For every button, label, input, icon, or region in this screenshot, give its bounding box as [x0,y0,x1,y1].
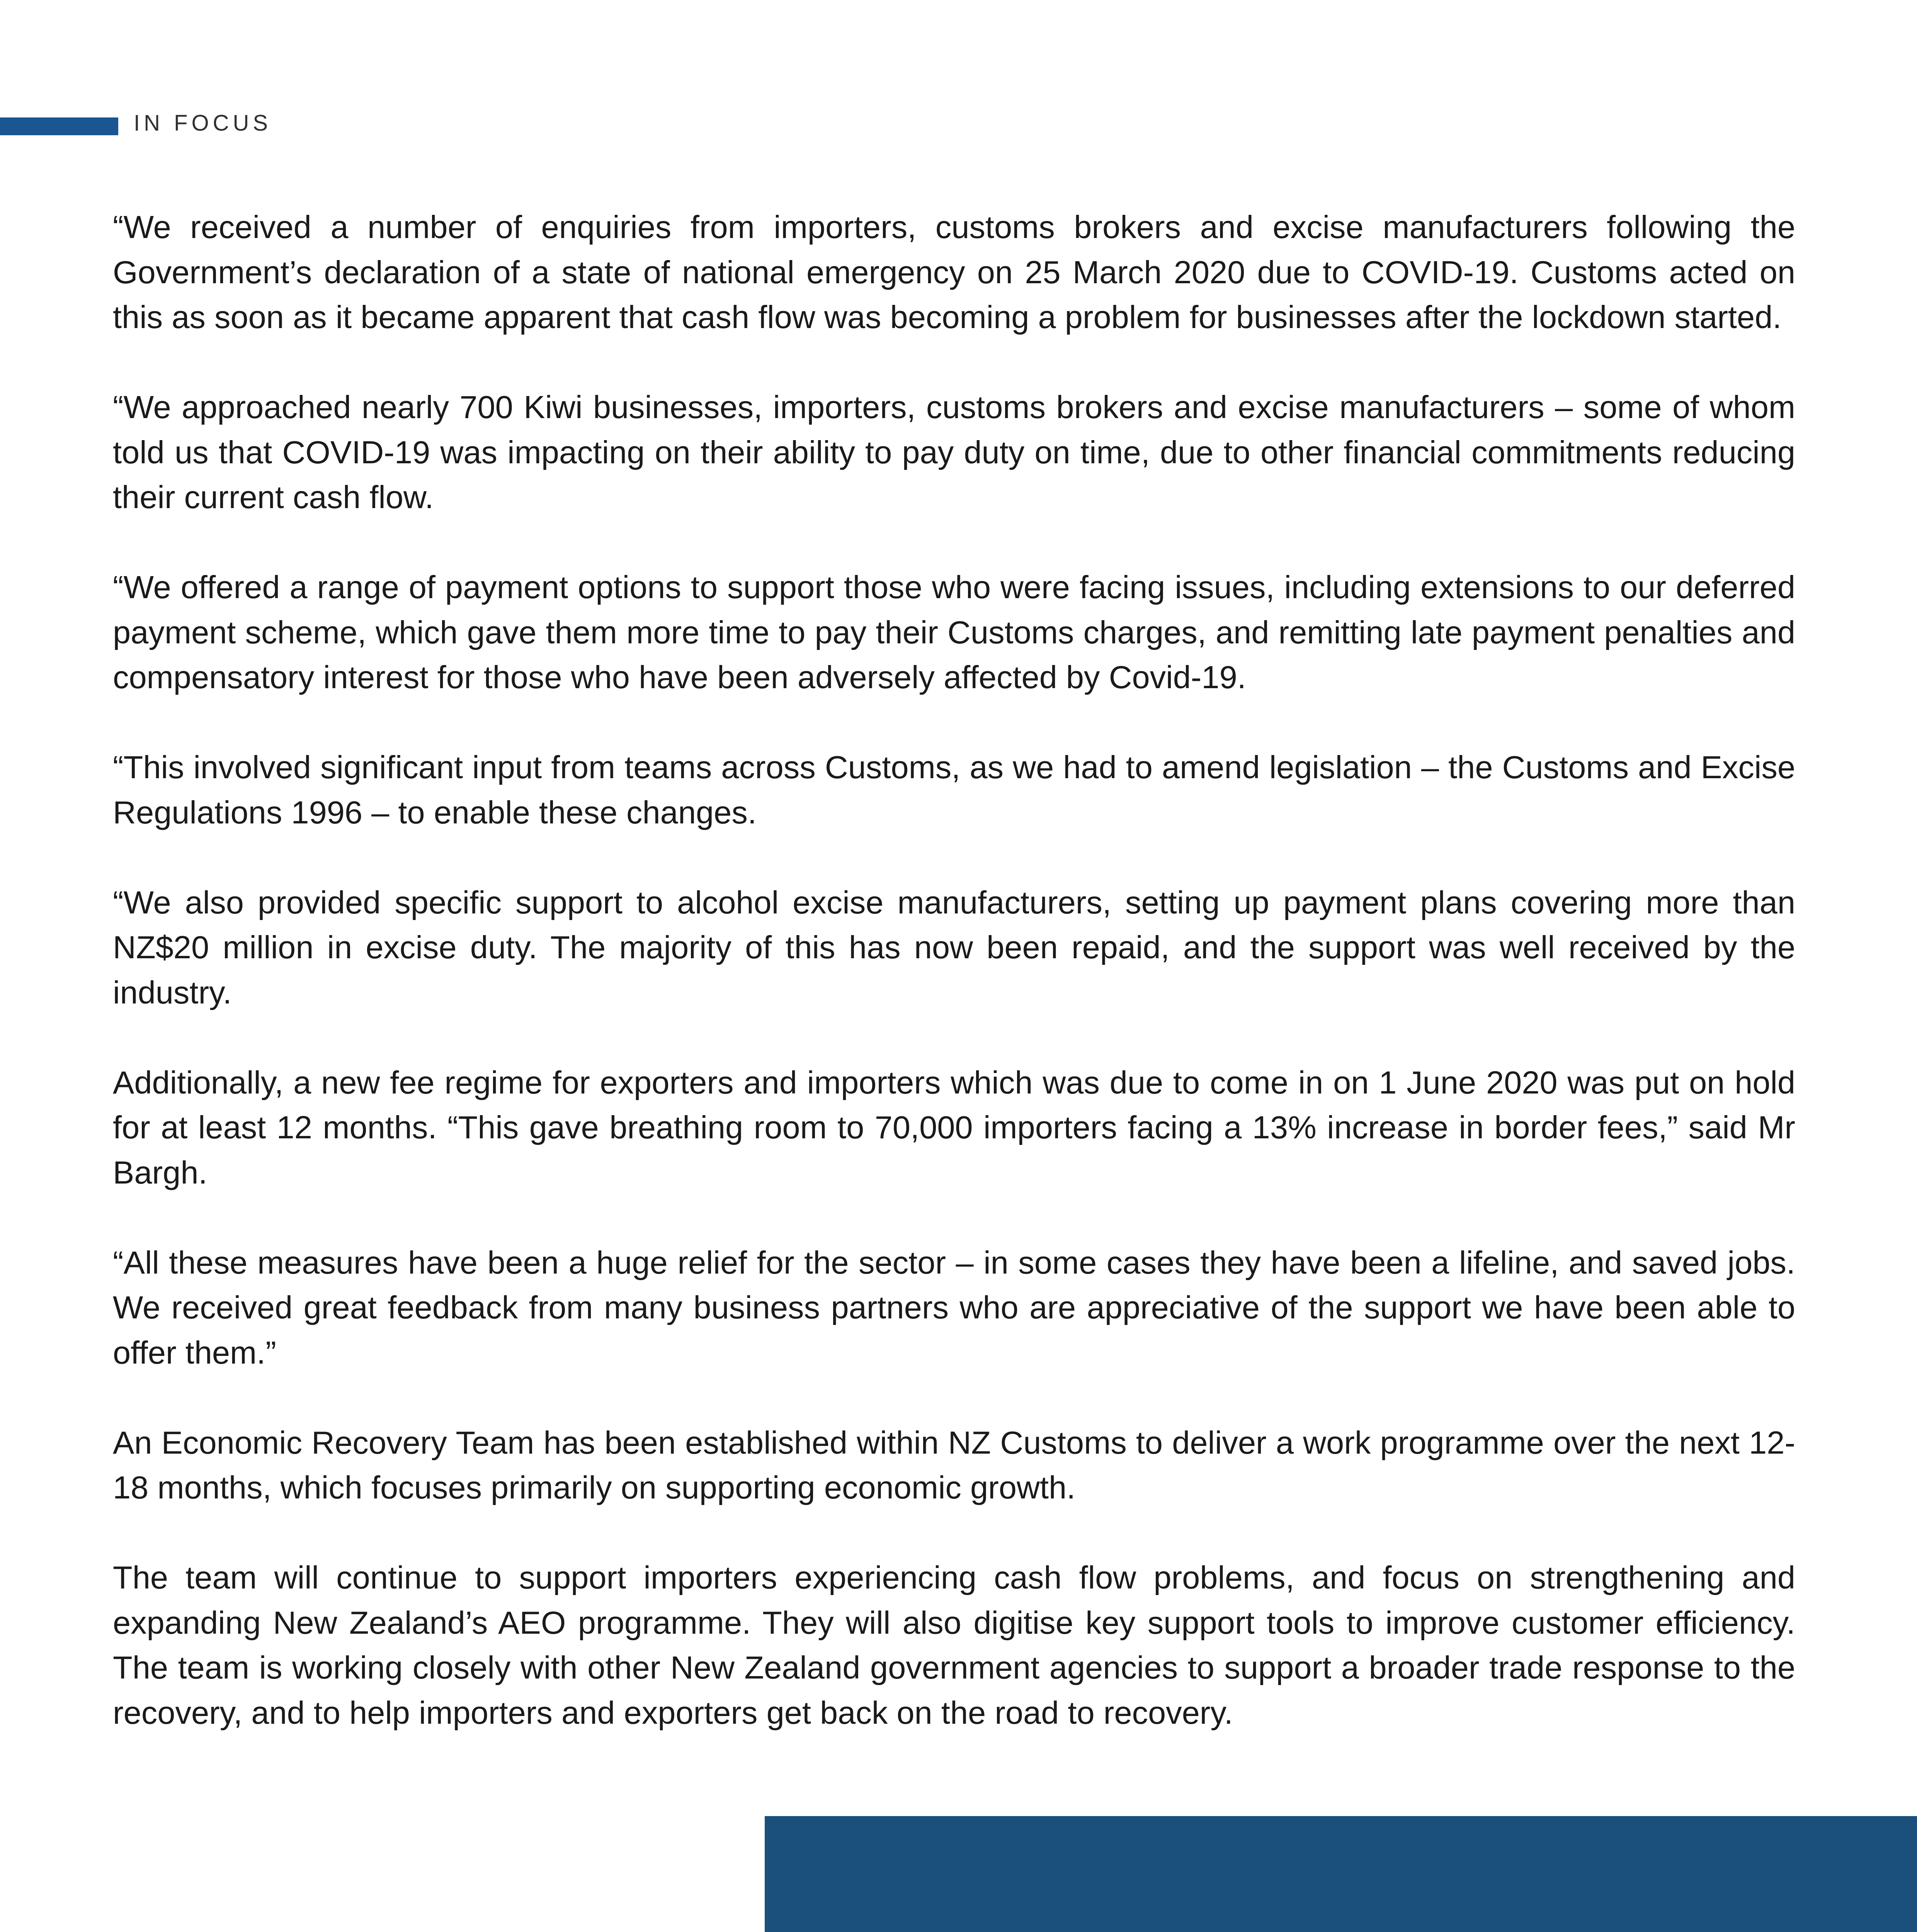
article-body [113,205,1795,1781]
paragraph: Additionally, a new fee regime for exporters and importers which was due to come in on 1 June 2020 was put on hold for at least 12 months. “This gave breathing room to 70,000 importers facing a 13% increase in border fees,” said Mr Bargh. [113,1064,1795,1190]
paragraph: “We approached nearly 700 Kiwi businesses, importers, customs brokers and excise manufacturers – some of whom told us that COVID-19 was impacting on their ability to pay duty on time, due to other financial commitments reducing their current cash flow. [113,389,1795,515]
paragraph: The team will continue to support importers experiencing cash flow problems, and focus on strengthening and expanding New Zealand’s AEO programme. They will also digitise key support tools to improve customer efficiency. The team is working closely with other New Zealand government agencies to support a broader trade response to the recovery, and to help importers and exporters get back on the road to recovery. [113,1560,1795,1731]
paragraph: An Economic Recovery Team has been established within NZ Customs to deliver a work programme over the next 12-18 months, which focuses primarily on supporting economic growth. [113,1424,1795,1505]
paragraph: “We offered a range of payment options to support those who were facing issues, including extensions to our deferred payment scheme, which gave them more time to pay their Customs charges, and remitting late payment penalties and compensatory interest for those who have been adversely affected by Covid-19. [113,569,1795,695]
paragraph: “This involved significant input from teams across Customs, as we had to amend legislation – the Customs and Excise Regulations 1996 – to enable these changes. [113,749,1795,830]
paragraph: “All these measures have been a huge relief for the sector – in some cases they have been a lifeline, and saved jobs. We received great feedback from many business partners who are appreciative of the support we have been able to offer them.” [113,1244,1795,1371]
paragraph: “We also provided specific support to alcohol excise manufacturers, setting up payment plans covering more than NZ$20 million in excise duty. The majority of this has now been repaid, and the support was well received by the industry. [113,884,1795,1010]
decorative-block-dark [765,1816,1917,1932]
header-accent-bar [0,117,118,135]
paragraph: “We received a number of enquiries from importers, customs brokers and excise manufacturers following the Government’s declaration of a state of national emergency on 25 March 2020 due to COVID-19. Customs acted on this as soon as it became apparent that cash flow was becoming a problem for businesses after the lockdown started. [113,209,1795,335]
section-label: IN FOCUS [134,111,272,136]
